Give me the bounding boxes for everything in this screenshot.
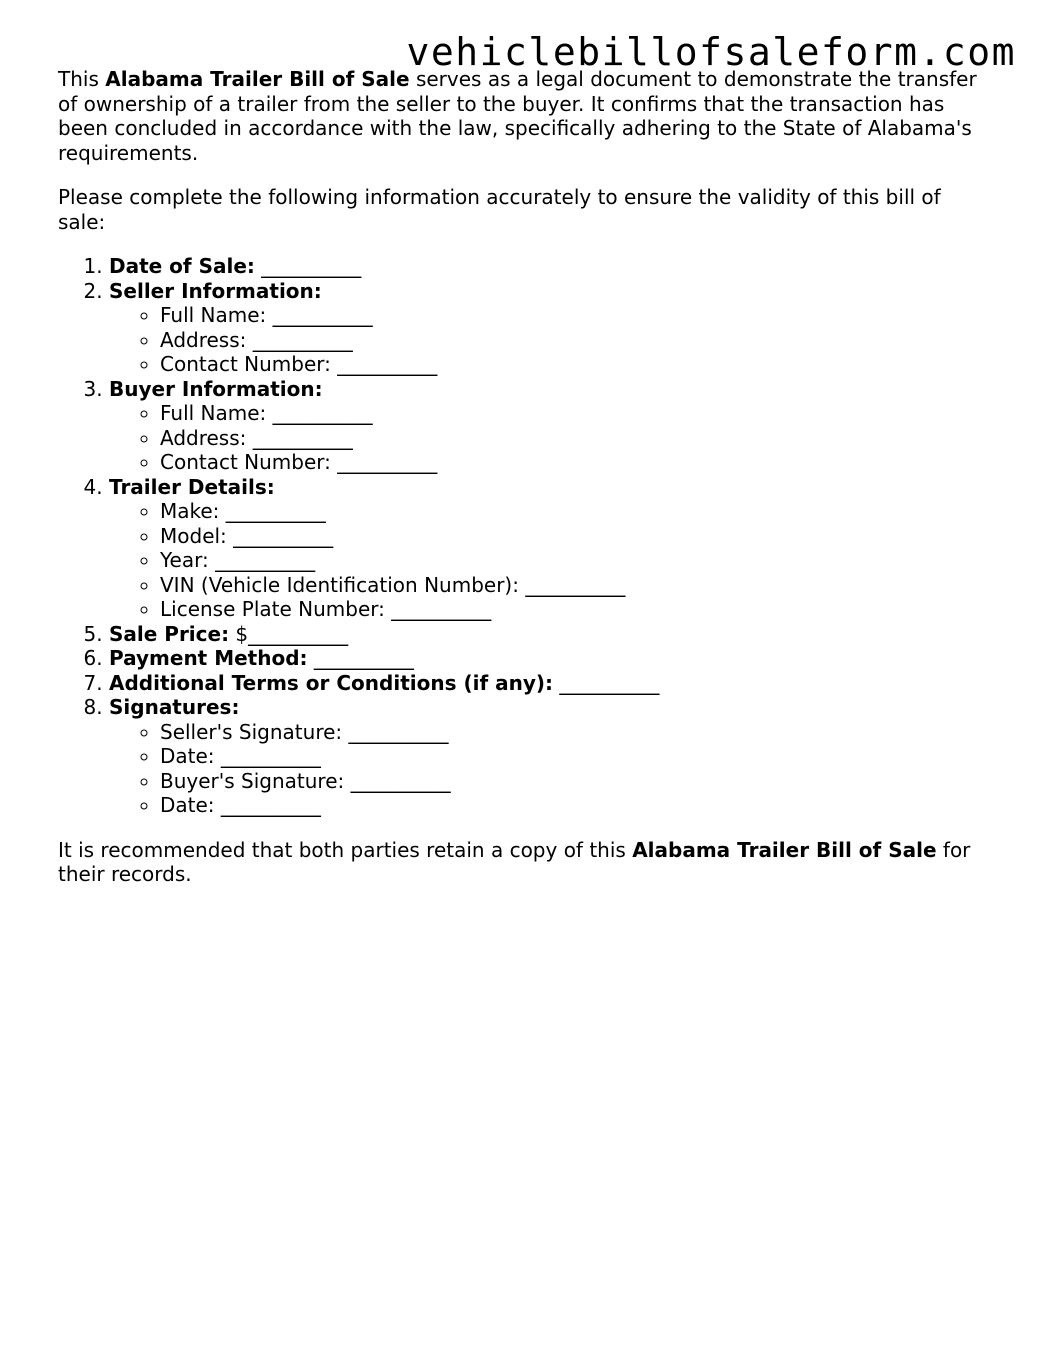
trailer-model: ◦ Model: __________ xyxy=(160,524,978,549)
trailer-make: ◦ Make: __________ xyxy=(160,499,978,524)
buyer-signature-date: ◦ Date: __________ xyxy=(160,793,978,818)
seller-signature-date: ◦ Date: __________ xyxy=(160,744,978,769)
item-label: Trailer Details: xyxy=(109,474,275,499)
item-signatures xyxy=(109,695,978,818)
seller-address: ◦ Address: __________ xyxy=(160,328,978,353)
item-date-of-sale xyxy=(109,254,978,279)
signature-fields xyxy=(109,720,978,818)
item-label: Sale Price: xyxy=(109,621,230,646)
buyer-contact-number: ◦ Contact Number: __________ xyxy=(160,450,978,475)
item-additional-terms xyxy=(109,671,978,696)
item-label: Additional Terms or Conditions (if any): xyxy=(109,670,554,695)
intro-doc-name: Alabama Trailer Bill of Sale xyxy=(105,67,410,91)
item-label: Signatures: xyxy=(109,695,240,719)
seller-signature: ◦ Seller's Signature: __________ xyxy=(160,720,978,745)
item-label: Date of Sale: xyxy=(109,254,255,278)
item-sale-price xyxy=(109,622,978,647)
closing-paragraph xyxy=(58,838,978,887)
item-buyer-information xyxy=(109,377,978,475)
instruction-paragraph: Please complete the following information accurately to ensure the validity of this bill of sale: xyxy=(58,185,941,234)
buyer-address: ◦ Address: __________ xyxy=(160,426,978,451)
buyer-fields xyxy=(109,401,978,475)
item-trailer-details xyxy=(109,475,978,622)
seller-fields xyxy=(109,303,978,377)
closing-prefix: It is recommended that both parties retain a copy of this xyxy=(58,837,633,862)
form-items-list xyxy=(58,254,978,818)
item-blank: __________ xyxy=(553,670,660,695)
item-label: Payment Method: xyxy=(109,646,308,670)
closing-doc-name: Alabama Trailer Bill of Sale xyxy=(632,837,937,862)
watermark: vehiclebillofsaleform.com xyxy=(406,30,1016,74)
trailer-fields xyxy=(109,499,978,622)
intro-suffix: serves as a legal document to demonstrate the transfer of ownership of a trailer from the seller to the buyer. It confirms that the transaction has been concluded in accordance with the law, specifically adhering to the State of Alabama's requirements. xyxy=(58,67,977,165)
document-body xyxy=(58,67,978,907)
item-seller-information xyxy=(109,279,978,377)
seller-full-name: ◦ Full Name: __________ xyxy=(160,303,978,328)
trailer-vin: ◦ VIN (Vehicle Identification Number): __________ xyxy=(160,573,978,598)
item-blank: __________ xyxy=(307,646,414,670)
item-payment-method xyxy=(109,646,978,671)
trailer-license-plate: ◦ License Plate Number: __________ xyxy=(160,597,978,622)
item-blank: __________ xyxy=(254,254,362,278)
trailer-year: ◦ Year: __________ xyxy=(160,548,978,573)
buyer-full-name: ◦ Full Name: __________ xyxy=(160,401,978,426)
item-label: Buyer Information: xyxy=(109,376,323,401)
item-label: Seller Information: xyxy=(109,278,322,303)
seller-contact-number: ◦ Contact Number: __________ xyxy=(160,352,978,377)
intro-paragraph xyxy=(58,67,978,165)
item-blank: $__________ xyxy=(229,621,349,646)
buyer-signature: ◦ Buyer's Signature: __________ xyxy=(160,769,978,794)
closing-suffix: for their records. xyxy=(58,837,971,886)
intro-prefix: This xyxy=(58,67,106,91)
